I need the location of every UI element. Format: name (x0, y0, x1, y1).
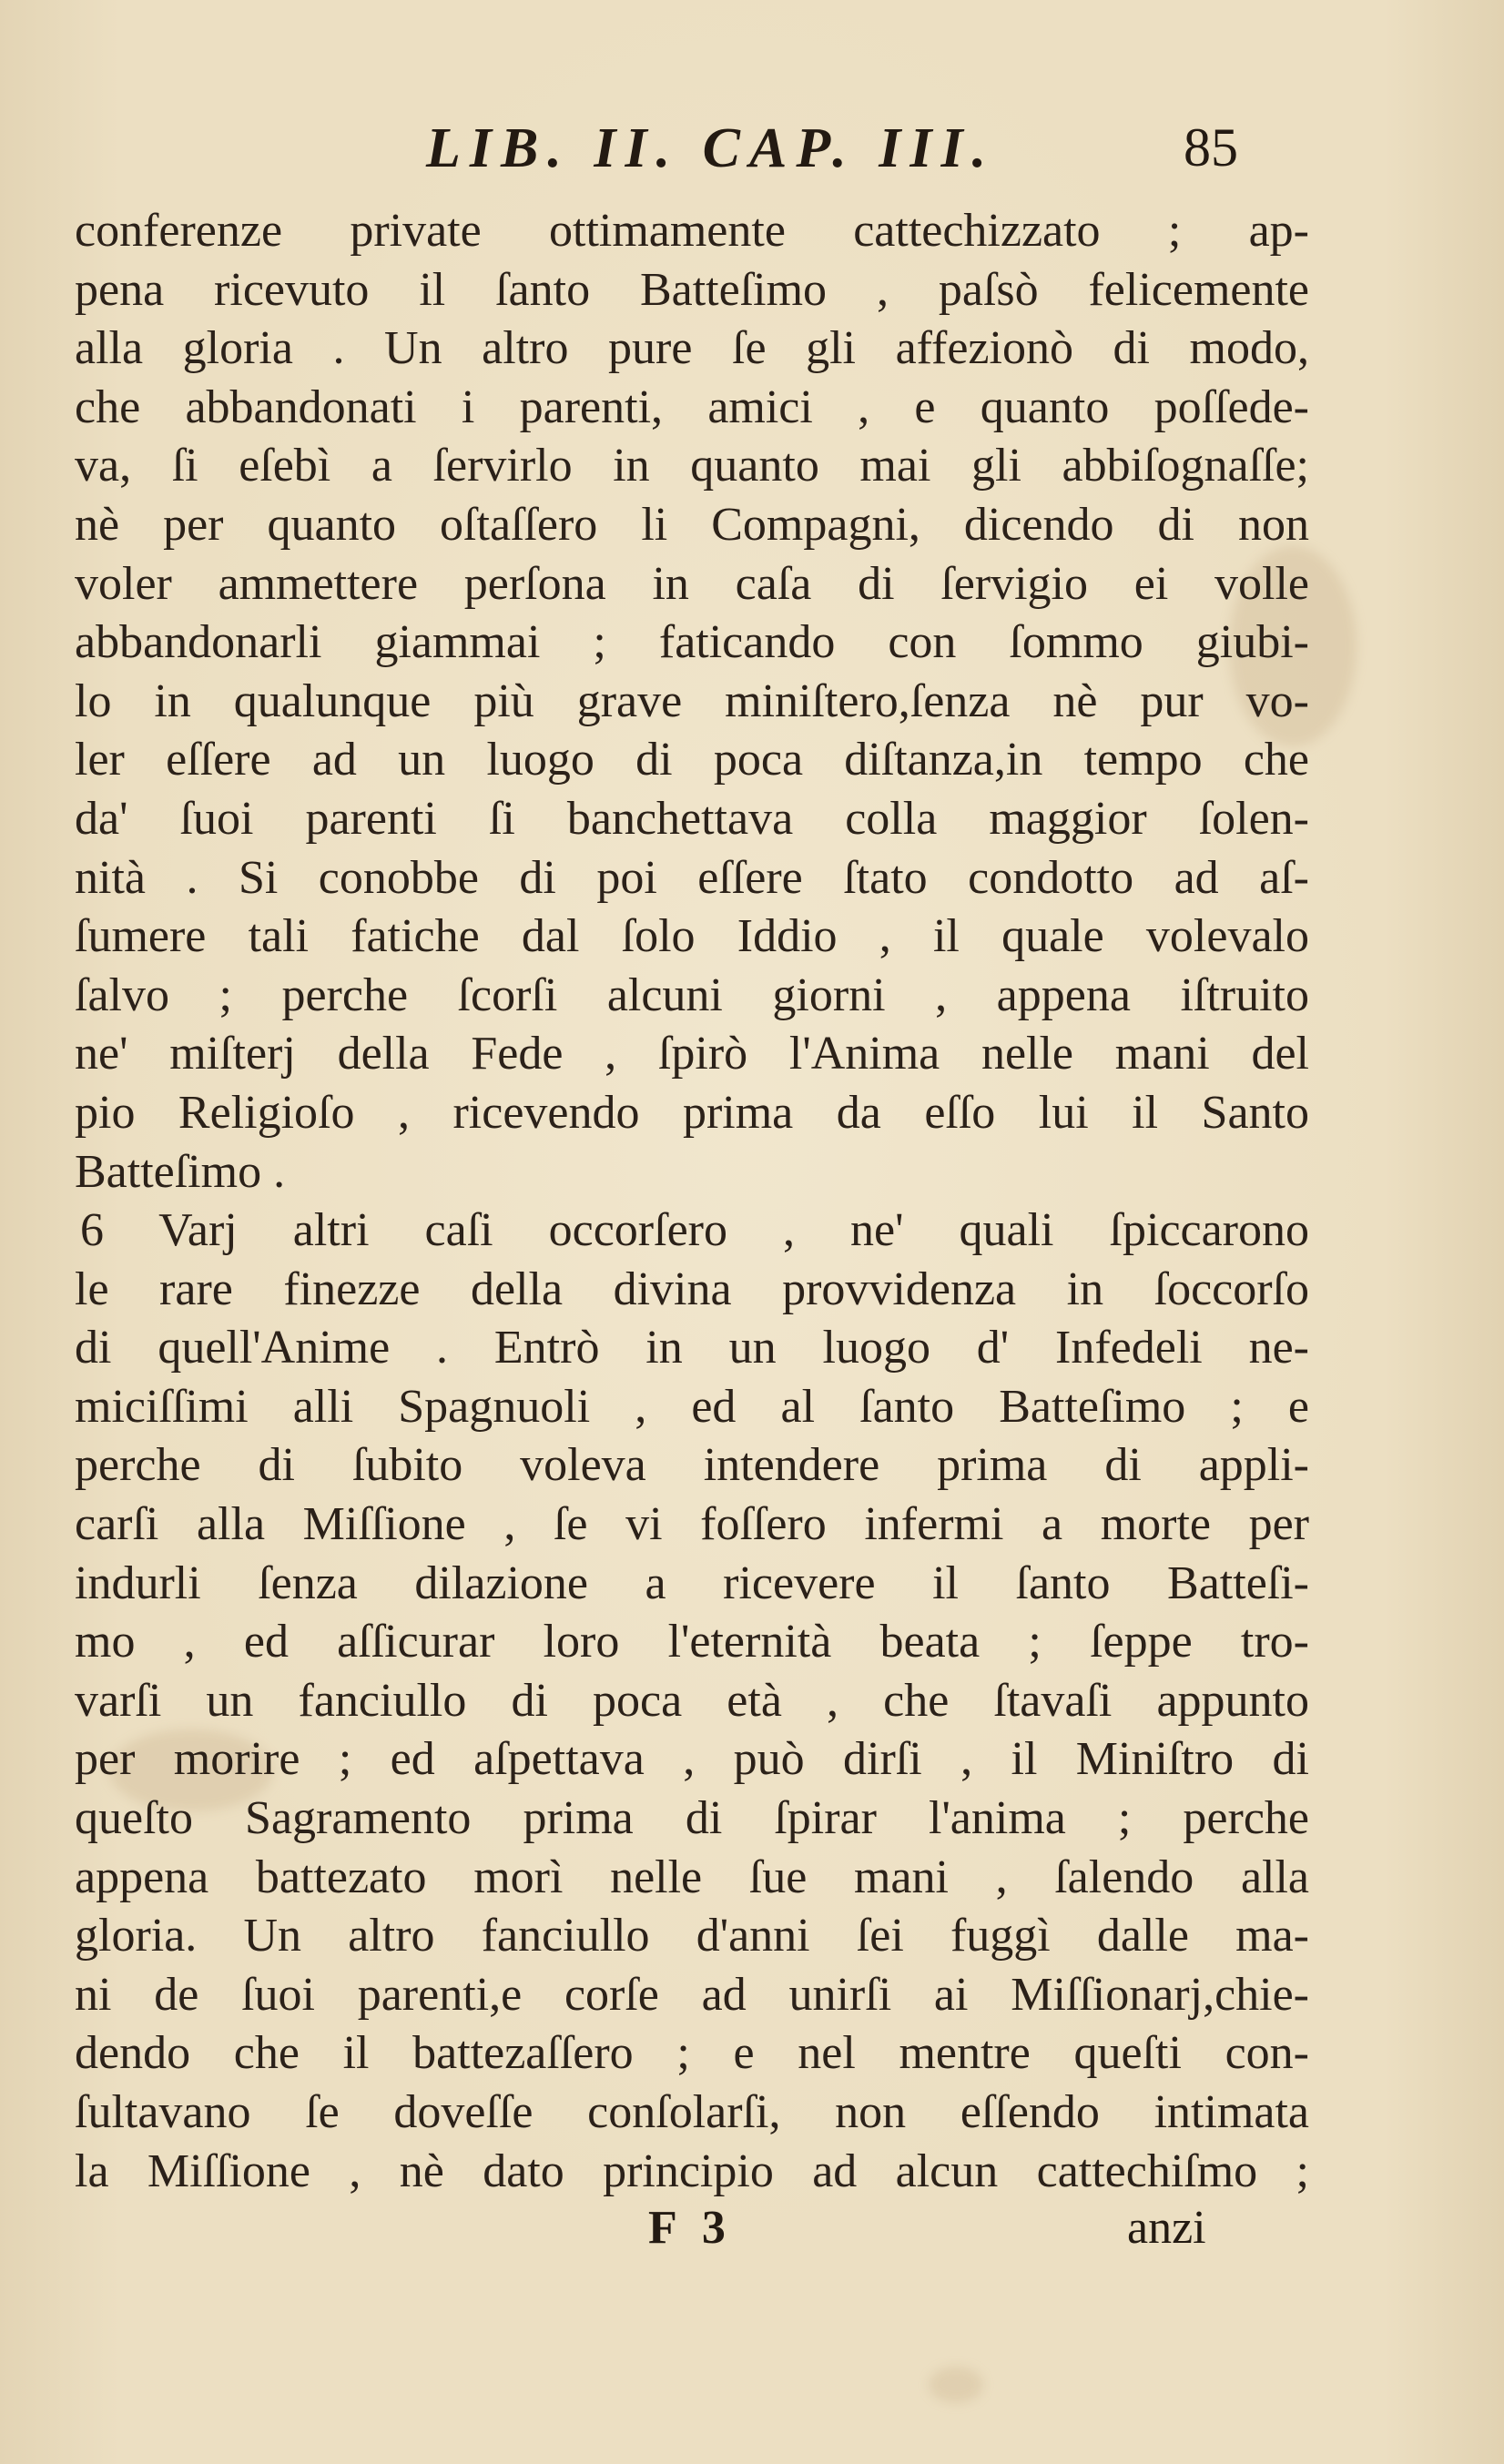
text-line: nè per quanto oſtaſſero li Compagni, dicendo di non (75, 498, 1309, 551)
text-line: nità . Si conobbe di poi eſſere ſtato condotto ad aſ- (75, 851, 1309, 904)
text-line: alla gloria . Un altro pure ſe gli affezionò di modo, (75, 322, 1309, 375)
text-line: appena battezato morì nelle ſue mani , ſalendo alla (75, 1851, 1309, 1903)
text-line: 6 Varj altri caſi occorſero , ne' quali ſpiccarono (80, 1204, 1309, 1257)
catchword: anzi (1127, 2202, 1206, 2254)
signature-mark: F 3 (648, 2202, 733, 2254)
text-line: queſto Sagramento prima di ſpirar l'anima ; perche (75, 1792, 1309, 1845)
text-line: conferenze private ottimamente cattechizzato ; ap- (75, 205, 1309, 257)
text-line: ſalvo ; perche ſcorſi alcuni giorni , appena iſtruito (75, 968, 1309, 1021)
text-line: Batteſimo . (75, 1145, 286, 1198)
text-line: indurli ſenza dilazione a ricevere il ſanto Batteſi- (75, 1556, 1309, 1609)
text-line: pena ricevuto il ſanto Batteſimo , paſsò felicemente (75, 263, 1309, 316)
text-line: per morire ; ed aſpettava , può dirſi , il Miniſtro di (75, 1733, 1309, 1786)
text-line: lo in qualunque più grave miniſtero,ſenza nè pur vo- (75, 674, 1309, 727)
text-line: le rare finezze della divina provvidenza in ſoccorſo (75, 1262, 1309, 1315)
text-line: ne' miſterj della Fede , ſpirò l'Anima nelle mani del (75, 1028, 1309, 1080)
text-line: mo , ed aſſicurar loro l'eternità beata ; ſeppe tro- (75, 1616, 1309, 1668)
text-line: gloria. Un altro fanciullo d'anni ſei fuggì dalle ma- (75, 1910, 1309, 1962)
text-line: voler ammettere perſona in caſa di ſervigio ei volle (75, 557, 1309, 610)
text-line: ſultavano ſe doveſſe conſolarſi, non eſſendo intimata (75, 2086, 1309, 2138)
text-line: dendo che il battezaſſero ; e nel mentre queſti con- (75, 2027, 1309, 2080)
text-line: che abbandonati i parenti, amici , e quanto poſſede- (75, 380, 1309, 433)
text-line: di quell'Anime . Entrò in un luogo d' Infedeli ne- (75, 1322, 1309, 1374)
page-header (0, 117, 1504, 189)
text-line: ni de ſuoi parenti,e corſe ad unirſi ai Miſſionarj,chie- (75, 1968, 1309, 2021)
text-line: abbandonarli giammai ; faticando con ſommo giubi- (75, 616, 1309, 669)
text-line: da' ſuoi parenti ſi banchettava colla maggior ſolen- (75, 792, 1309, 845)
page-footer (0, 2201, 1504, 2265)
text-line: ſumere tali fatiche dal ſolo Iddio , il quale volevalo (75, 910, 1309, 963)
text-line: perche di ſubito voleva intendere prima di appli- (75, 1439, 1309, 1492)
paper-stain (929, 2367, 983, 2403)
page-number: 85 (1184, 117, 1238, 177)
running-head: LIB. II. CAP. III. (426, 117, 996, 179)
text-line: miciſſimi alli Spagnuoli , ed al ſanto Batteſimo ; e (75, 1380, 1309, 1433)
text-line: ler eſſere ad un luogo di poca diſtanza,in tempo che (75, 734, 1309, 786)
text-line: pio Religioſo , ricevendo prima da eſſo lui il Santo (75, 1086, 1309, 1139)
text-line: la Miſſione , nè dato principio ad alcun cattechiſmo ; (75, 2145, 1309, 2197)
text-line: va, ſi eſebì a ſervirlo in quanto mai gli abbiſognaſſe; (75, 440, 1309, 492)
body-text (75, 202, 1309, 2201)
text-line: varſi un fanciullo di poca età , che ſtavaſi appunto (75, 1674, 1309, 1727)
text-line: carſi alla Miſſione , ſe vi foſſero infermi a morte per (75, 1498, 1309, 1551)
